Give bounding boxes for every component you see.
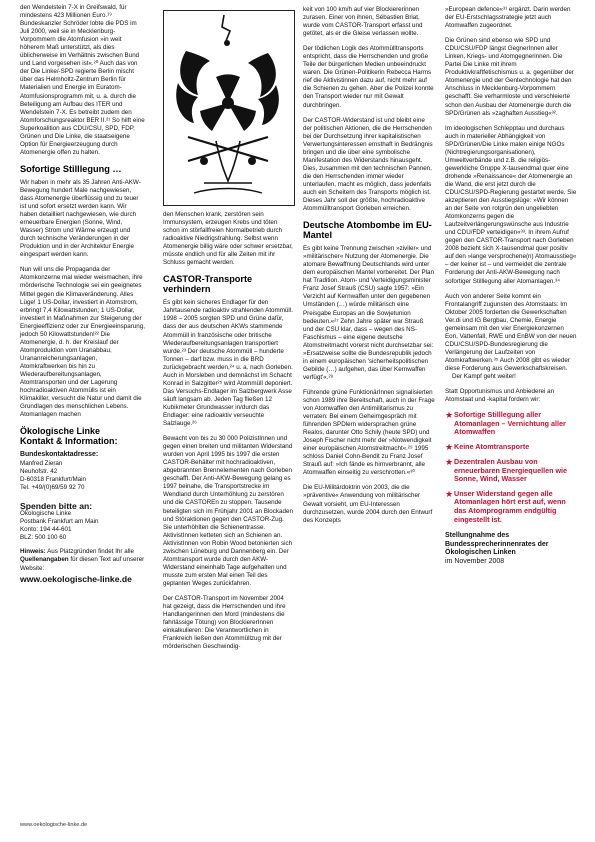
star-icon: ★ xyxy=(445,488,454,499)
demand-item xyxy=(445,458,577,484)
address-block xyxy=(20,460,145,492)
column-1 xyxy=(20,4,145,589)
contact-box-title: Ökologische Linke xyxy=(20,426,101,437)
paragraph: Es gibt keine Trennung zwischen »ziviler« und »militärischer« Nutzung der Atomenergie. Die atomare Bewaffnung Deutschlands wird unter dem europäischen Mantel vorbereitet. Der Plan hat Tradition. Atom- und Verteidigungsminister Franz Josef Strauß (CSU) sagte 1957: »Ein Verzicht auf Kernwaffen unter den gegebenen Umständen (…) würde militärisch eine Preisgabe Europas an die Sowjetunion bedeuten.«²⁷ Zehn Jahre später war Strauß und der CSU klar, dass – wegen des NS-Faschismus – eine eigene deutsche Atomstreitmacht vorerst nicht durchsetzbar sei: »Ersatzweise sollte die Bundesrepublik jedoch in einem europäischen 'sicherheitspolitischen Gebilde (…) aufgehen, das über Kernwaffen verfügt'«.²⁸ xyxy=(303,245,434,381)
hint-text: Aus Platzgründen findet Ihr alle xyxy=(45,548,134,556)
demand-text: Keine Atomtransporte xyxy=(454,441,530,451)
star-icon: ★ xyxy=(445,441,454,452)
address-heading: Bundeskontaktadresse: xyxy=(20,451,99,459)
donation-heading: Spenden bitte an: xyxy=(20,500,93,511)
contact-box xyxy=(20,426,145,582)
donation-line: Konto: 194 44-601 xyxy=(20,526,72,534)
star-icon: ★ xyxy=(445,410,454,421)
donation-line: Postbank Frankfurt am Main xyxy=(20,518,99,526)
demand-text: Unser Widerstand gegen alle Atomanlagen hört erst auf, wenn das Atomprogramm endgültig eingestellt ist. xyxy=(454,488,566,524)
signature-block xyxy=(445,532,577,566)
signature-title: Stellungnahme des Bundessprecherinnenrates der Ökologischen Linken xyxy=(445,532,549,557)
column-3 xyxy=(303,6,435,532)
website-link[interactable]: www.oekologische-linke.de xyxy=(20,573,132,584)
paragraph: Der CASTOR-Transport im November 2004 hat gezeigt, dass die Herrschenden und ihre Handlangerinnen den Mord (mindestens die fahrlässige Tötung) von BlockiererInnen einkalkulieren: Die Verantwortlichen in Frankreich ließen den Atommüllzug mit der mörderischen Geschwindig- xyxy=(163,594,286,651)
paragraph-slogan: Der Kampf geht weiter! xyxy=(452,373,516,381)
heading-deutsche-atombombe: Deutsche Atombombe im EU-Mantel xyxy=(303,220,432,241)
phone-line: Tel. +49/(0)69/59 92 70 xyxy=(20,483,85,491)
hint-text: für diesen Text auf unserer Website: xyxy=(20,556,145,572)
paragraph: Im ideologischen Schlepptau und durchaus auch in materieller Abhängigkeit von SPD/Grünen/Die Linke malen einige NGOs (Nichtregierungsorganisationen), Umweltverbände und z.B. die religiös-gewerkliche Gruppe X-tausendmal quer eine drohende »Renaissance« der Atomenergie an die Wand, die erst jetzt durch die CDU/CSU/SPD-Regierung gestartet werde. Sie akzeptieren den Ausstiegslüge: »Wir können an der Seite von rotgrün den ungeliebten Atomkonzerns gegen die Laufzeitverlängerungswünsche aus Industrie und CDU/FDP verteidigen«³³. In ihrem Aufruf gegen den CASTOR-Transport nach Gorleben 2008 bezieht sich X-tausendmal quer positiv auf den »lange versprochene(n) Atomausstieg« – der keiner ist – und vermeidet die zentrale Forderung der Anti-AKW-Bewegung nach sofortiger Stilllegung aller Atomanlagen.³⁴ xyxy=(445,124,577,285)
heading-sofortige-stilllegung: Sofortige Stilllegung … xyxy=(20,163,122,174)
anti-nuclear-illustration xyxy=(163,10,295,206)
hint-sources: Quellenangaben xyxy=(20,556,69,564)
signature-date: im November 2008 xyxy=(445,557,505,565)
paragraph: keit von 100 km/h auf vier Blockiererinnen zurasen. Einer von ihnen, Sébastien Briat, wurde vom CASTOR-Transport erfasst und getötet, als er die Gleise verlassen wollte. xyxy=(303,6,423,38)
demand-item xyxy=(445,490,577,524)
footer-url[interactable]: www.oekologische-linke.de xyxy=(20,822,88,828)
paragraph: Führende grüne FunktionärInnen signalisierten schon 1989 ihre Bereitschaft, auch in der Frage von Atomwaffen den Antimilitarismus zu verraten: Bei einem Geheimgespräch mit führenden SPDlern widersprachen grüne Realos, darunter Otto Schily (heute SPD) und Joseph Fischer nicht mehr der »Notwendigkeit einer europäischen Atomstreitmacht«.²⁹ 1995 schloss Daniel Cohn-Bendit zu Franz Josef Strauß auf: »Ich fände es hirnverbrannt, alle Atomwaffen einseitig zu verschrotten.«³⁰ xyxy=(303,388,435,477)
paragraph: Statt Opportunismus und Anbiederei an Atomstaat und -kapital fordern wir: xyxy=(445,388,555,404)
address-line: Neuhofstr. 42 xyxy=(20,467,58,475)
paragraph: Wir haben in mehr als 35 Jahren Anti-AKW-Bewegung hundert Male nachgewiesen, dass Atomenergie überflüssig und zu teuer ist und sofort ersetzt werden kann. Wir haben detailliert nachgewiesen, wie durch erneuerbare Energien (Sonne, Wind, Wasser) Strom und Wärme erzeugt und durch technische Veränderungen in der Produktion und in der Architektur Energie eingespart werden kann. xyxy=(20,178,141,259)
star-icon: ★ xyxy=(445,456,454,467)
heading-castor-transporte: CASTOR-Transporte verhindern xyxy=(163,274,253,295)
demand-item xyxy=(445,411,577,437)
atom-trefoil-icon xyxy=(164,11,293,204)
paragraph: Der CASTOR-Widerstand ist und bleibt eine der politischen Aktionen, die die Herrschenden bei der Durchsetzung ihrer kapitalistischen Verwertungsinteressen ernsthaft in Bedrängnis bringen und die über eine symbolische Manifestation des Widerstands hinausgeht. Dies, zusammen mit den technischen Pannen, die den Herrschenden immer wieder unterlaufen, macht es möglich, dass jedenfalls auch ein Scheitern des Transports möglich ist. Dieses Jahr soll der größte, hochradioaktive Atommülltransport Gorleben erreichen. xyxy=(303,116,433,213)
column-4 xyxy=(445,6,577,566)
donation-block xyxy=(20,510,145,542)
paragraph: Nun will uns die Propaganda der Atomkonzerne mal wieder weismachen, ihre mörderische Technologie sei ein geeignetes Mittel gegen die Klimaveränderung. Alles Lüge! 1 US-Dollar, investiert in Atomstrom, erbringt 7,4 Kilowattstunden; 1 US-Dollar, investiert in Maßnahmen zur Steigerung der Energieeffizienz oder zur Energieeinsparung, jedoch 50 Kilowattstunden!²² Die Atomenergie, d. h. der Kreislauf der Atomproduktion vom Uranabbau, Urananreicherungsanlagen, Atomkraftwerken bis hin zu Wiederaufbereitungsanlagen, Atomtransporten und der Lagerung hochradioaktiven Atommülls ist ein Klimakiller, versucht die Natur und damit die Grundlagen des menschlichen Lebens. Atomanlagen machen xyxy=(20,266,145,419)
address-line: Manfred Zieran xyxy=(20,459,63,467)
paragraph: Bewacht von bis zu 30 000 PolizistInnen und gegen einen breiten und militanten Widerstand wurden von April 1995 bis 1997 die ersten CASTOR-Behälter mit hochradioaktiven, abgebrannten Brennelementen nach Gorleben geschafft. Der Anti-AKW-Bewegung gelang es 1997 beinahe, die Transportstrecke im Wendland durch Unterhöhlung zu zerstören und die CASTOREn zu stoppen. Tausende beteiligten sich im Frühjahr 2001 an Blockaden und Störaktionen gegen den CASTOR-Zug. Sie unterhöhlten die Schienentrasse. AktivistInnen ketteten sich an Schienen an. AktivistInnen von Robin Wood betonierten sich zwischen Lüneburg und Dannenberg ein. Der Atomtransport wurde durch den AKW-Widerstand eineinhalb Tage aufgehalten und musste zum ersten Mal einen Teil des geplanten Weges zurückfahren. xyxy=(163,435,293,587)
paragraph: Die EU-Militärdoktrin von 2003, die die »präventive« Anwendung von militärischer Gewalt vorsieht, um EU-Interessen durchzusetzen, wurde 2004 durch den Entwurf des Konzepts xyxy=(303,484,433,524)
address-line: D-60318 Frankfurt/Main xyxy=(20,475,87,483)
demand-item xyxy=(445,443,577,452)
donation-line: Ökologische Linke xyxy=(20,510,72,518)
paragraph: Es gibt kein sicheres Endlager für den Jahrtausende radioaktiv strahlenden Atommüll. 1998 – 2005 sorgten SPD und Grüne dafür, dass der aus deutschen AKWs stammende Atommüll in französische oder britische Wiederaufbereitungsanlagen transportiert wurde.²³ Der deutsche Atommüll – hunderte Tonnen – darf bzw. muss in die BRD zurückgebracht werden,²⁴ u. a. nach Gorleben. Auch in Morsleben und demnächst im Schacht Konrad in Salzgitter²⁵ wird Atommüll deponiert. Das Versuchs-Endlager im Salzbergwerk Asse säuft langsam ab. Jeden Tag fließen 12 Kubikmeter Grundwasser in/durch das Endlager: eine radioaktiv verseuchte Salzlauge.²⁶ xyxy=(163,299,293,428)
sources-hint xyxy=(20,548,145,572)
paragraph: Die Grünen sind ebenso wie SPD und CDU/CSU/FDP längst GegnerInnen aller Linken, Kriegs- und Atomgegnerinnen. Die Partei Die Linke mit ihrem Produktivkraftfetischismus u. a. gegenüber der Atomenergie und der Gentechnologie hat den Anschluss in Mecklenburg-Vorpommern geschafft. Sie verharmloste und verschleierte schon den Ausbau der Atomenergie durch die SPD/Grünen als »zaghaften Ausstieg«³². xyxy=(445,37,574,117)
paragraph: Auch von anderer Seite kommt ein Frontalangriff zugunsten des Atomstaats: Im Oktober 2005 forderten die Gewerkschaften Ver.di und IG Bergbau, Chemie, Energie gemeinsam mit den vier Energiekonzernen Eon, Vattenfall, RWE und EnBW von der neuen CDU/CSU/SPD-Bundesregierung die Verlängerung der Laufzeiten von Atomkraftwerken.³⁵ Auch 2008 gibt es wieder diese Forderung aus Gewerkschaftskreisen. xyxy=(445,292,577,372)
paragraph: den Menschen krank, zerstören sein Immunsystem, erzeugen Krebs und töten schon im störfallfreien Normalbetrieb durch radioaktive Niedrigstrahlung. Selbst wenn Atomenergie billig wäre oder schwer ersetzbar, müsste endlich und für alle Zeiten mit ihr Schluss gemacht werden. xyxy=(163,211,293,267)
column-2 xyxy=(163,211,294,658)
paragraph: den Wendelstein 7-X in Greifswald, für mindestens 423 Millionen Euro.¹⁹ Bundeskanzler Schröder lobte die PDS im Juli 2000, weil sie in Mecklenburg-Vorpommern die Atomfusion »in weit höherem Maß unterstützt, als dies üblicherweise im Verhältnis zwischen Bund und Land vorgesehen ist«.²⁰ Auch das von der Die Linke/-SPD regierte Berlin mischt über das Helmholtz-Zentrum Berlin für Materialien und Energie im Euratom-Atomfusionsprogramm mit, u. a. durch die Beteiligung am Aufbau des ITER und Wendelstein 7-X. Es betreibt zudem den Atomforschungsreaktor BER II.²¹ So hilft eine Superkoalition aus CDU/CSU, SPD, FDP, Grünen und Die Linke, die staatseigene Option für Energieerzeugung durch Atomenergie offen zu halten. xyxy=(20,4,145,156)
paragraph: Der tödlichen Logik des Atommülltransports entspricht, dass die Herrschenden und große Teile der bürgerlichen Medien unbeeindruckt waren. Die Grünen-Politikerin Rebecca Harms rief die Aktivistinnen dazu auf, nicht mehr auf die Schienen zu gehen. Aber die Polizei konnte den Transport wieder nur mit Gewalt durchbringen. xyxy=(303,45,434,109)
demand-text: Sofortige Stilllegung aller Atomanlagen – Vernichtung aller Atomwaffen xyxy=(454,410,566,437)
hint-label: Hinweis: xyxy=(20,548,46,556)
paragraph: »European defence«³¹ ergänzt. Darin werden der EU-Erstschlagsstrategie jetzt auch Atomwaffen zugeordnet. xyxy=(445,6,571,30)
donation-line: BLZ: 500 100 60 xyxy=(20,534,67,542)
contact-box-subtitle: Kontakt & Information: xyxy=(20,436,118,447)
demand-text: Dezentralen Ausbau von erneuerbaren Energiequellen wie Sonne, Wind, Wasser xyxy=(454,456,568,484)
